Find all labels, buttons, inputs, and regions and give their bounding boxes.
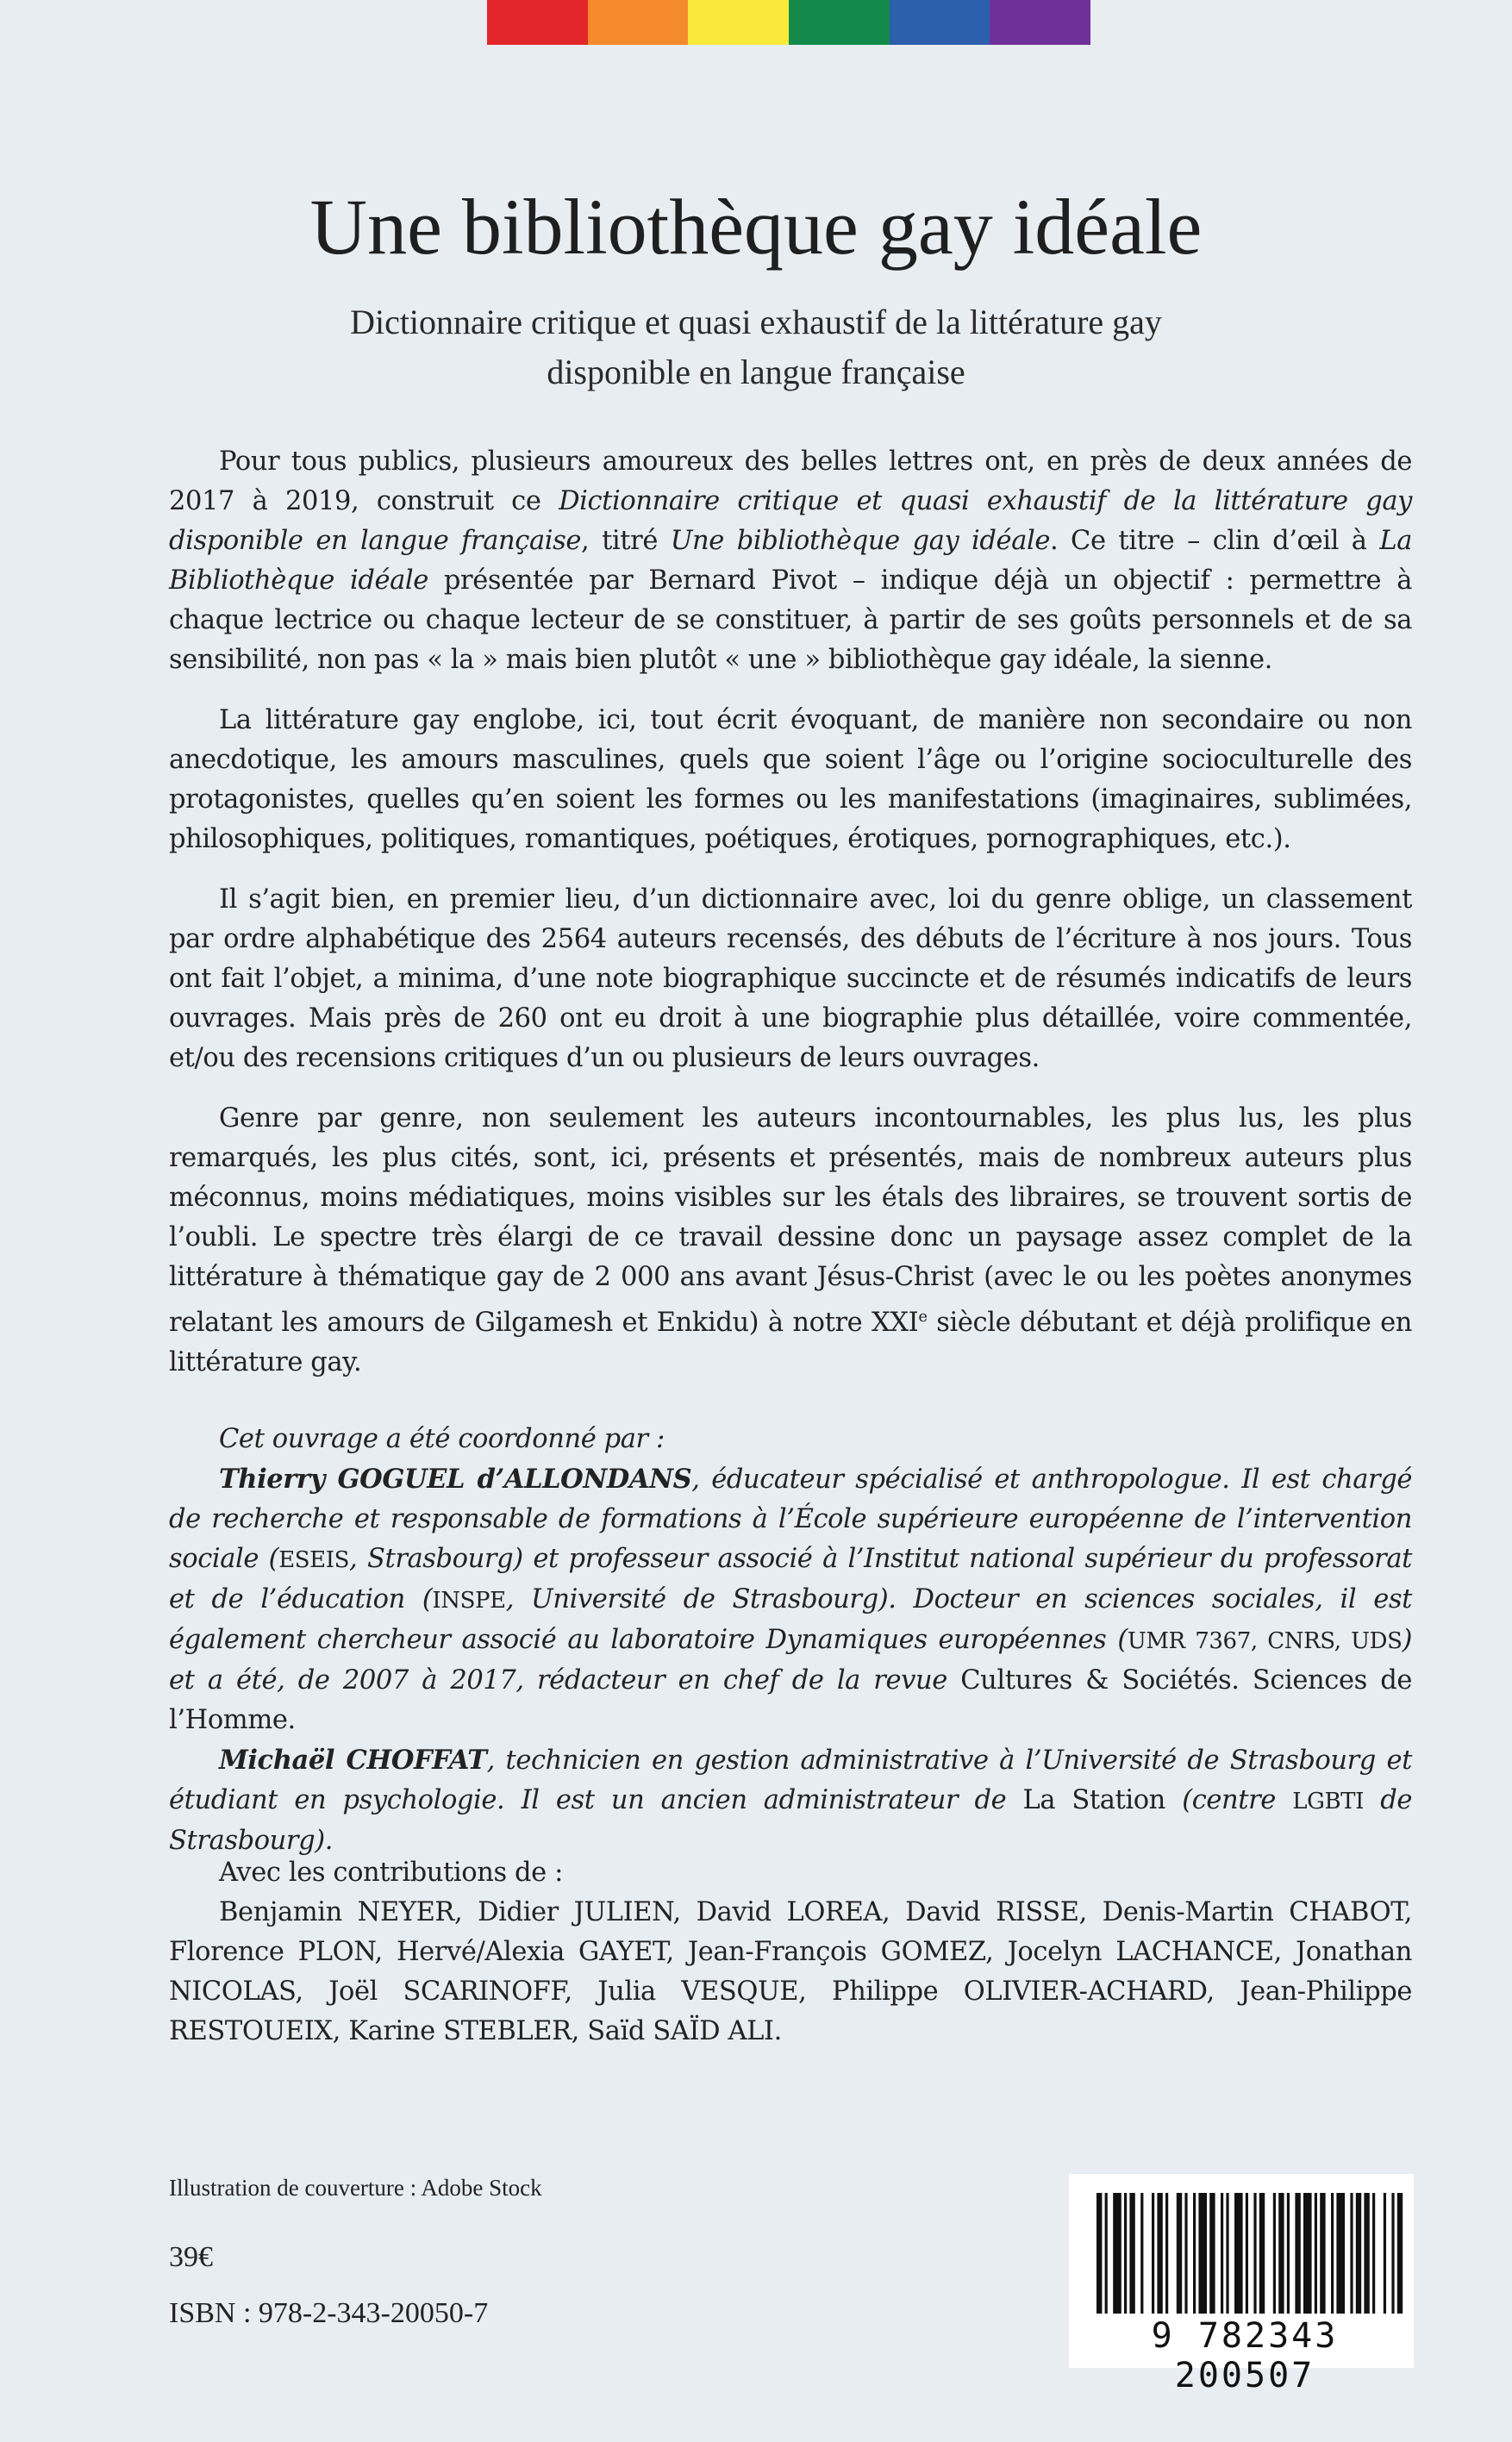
- coordinators-intro: Cet ouvrage a été coordonné par :: [219, 1424, 665, 1454]
- blurb-paragraph-1: Pour tous publics, plusieurs amoureux des belles lettres ont, en près de deux années de 2017 à 2019, construit ce Dictionnaire critique et quasi exhaustif de la littérature gay disponible en langue française, titré Une bibliothèque gay idéale. Ce titre – clin d’œil à La Bibliothèque idéale présentée par Bernard Pivot – indique déjà un objectif : permettre à chaque lectrice ou chaque lecteur de se constituer, à partir de ses goûts personnels et de sa sensibilité, non pas « la » mais bien plutôt « une » bibliothèque gay idéale, la sienne.: [169, 447, 1412, 675]
- isbn: ISBN : 978-2-343-20050-7: [169, 2297, 489, 2329]
- coordinator-2-name: Michaël CHOFFAT: [219, 1745, 487, 1776]
- contributors-intro: Avec les contributions de :: [219, 1858, 563, 1888]
- contributors-section: [169, 1853, 1412, 2052]
- flag-stripe-green: [789, 0, 890, 45]
- flag-stripe-red: [487, 0, 588, 45]
- flag-stripe-blue: [890, 0, 990, 45]
- flag-stripe-yellow: [688, 0, 789, 45]
- coordinators-section: [169, 1420, 1412, 1861]
- contributors-names: Benjamin NEYER, Didier JULIEN, David LOREA, David RISSE, Denis-Martin CHABOT, Florence PLON, Hervé/Alexia GAYET, Jean-François GOMEZ, Jocelyn LACHANCE, Jonathan NICOLAS, Joël SCARINOFF, Julia VESQUE, Philippe OLIVIER-ACHARD, Jean-Philippe RESTOUEIX, Karine STEBLER, Saïd SAÏD ALI.: [169, 1897, 1412, 2046]
- subtitle-line-1: Dictionnaire critique et quasi exhaustif de la littérature gay: [350, 303, 1162, 341]
- price: 39€: [169, 2241, 213, 2273]
- coordinator-2: Michaël CHOFFAT, technicien en gestion administrative à l’Université de Strasbourg et étudiant en psychologie. Il est un ancien administrateur de La Station (centre LGBTI de Strasbourg).: [169, 1745, 1412, 1856]
- blurb-paragraph-4: Genre par genre, non seulement les auteurs incontournables, les plus lus, les plus remarqués, les plus cités, sont, ici, présents et présentés, mais de nombreux auteurs plus méconnus, moins médiatiques, moins visibles sur les étals des libraires, se trouvent sortis de l’oubli. Le spectre très élargi de ce travail dessine donc un paysage assez complet de la littérature à thématique gay de 2 000 ans avant Jésus-Christ (avec le ou les poètes anonymes relatant les amours de Gilgamesh et Enkidu) à notre XXIe siècle débutant et déjà prolifique en littérature gay.: [169, 1103, 1412, 1378]
- book-subtitle: [216, 297, 1296, 397]
- barcode: [1069, 2174, 1414, 2395]
- flag-stripe-orange: [588, 0, 689, 45]
- coordinator-1: Thierry GOGUEL d’ALLONDANS, éducateur spécialisé et anthropologue. Il est chargé de recherche et responsable de formations à l’École supérieure européenne de l’intervention sociale (ESEIS, Strasbourg) et professeur associé à l’Institut national supérieur du professorat et de l’éducation (INSPE, Université de Strasbourg). Docteur en sciences sociales, il est également chercheur associé au laboratoire Dynamiques européennes (UMR 7367, CNRS, UDS) et a été, de 2007 à 2017, rédacteur en chef de la revue Cultures & Sociétés. Sciences de l’Homme.: [169, 1464, 1412, 1735]
- subtitle-line-2: disponible en langue française: [547, 353, 965, 391]
- barcode-digits: 9 782343 200507: [1151, 2316, 1339, 2395]
- blurb-paragraph-3: Il s’agit bien, en premier lieu, d’un dictionnaire avec, loi du genre oblige, un classement par ordre alphabétique des 2564 auteurs recensés, des débuts de l’écriture à nos jours. Tous ont fait l’objet, a minima, d’une note biographique succincte et de résumés indicatifs de leurs ouvrages. Mais près de 260 ont eu droit à une biographie plus détaillée, voire commentée, et/ou des recensions critiques d’un ou plusieurs de leurs ouvrages.: [169, 884, 1412, 1073]
- rainbow-flag-bar: [487, 0, 1090, 45]
- flag-stripe-purple: [990, 0, 1090, 45]
- blurb: [169, 442, 1412, 1403]
- book-title: Une bibliothèque gay idéale: [309, 183, 1203, 271]
- coordinator-1-name: Thierry GOGUEL d’ALLONDANS: [219, 1464, 692, 1495]
- cover-illustration-credit: Illustration de couverture : Adobe Stock: [169, 2175, 542, 2201]
- blurb-paragraph-2: La littérature gay englobe, ici, tout écrit évoquant, de manière non secondaire ou non anecdotique, les amours masculines, quels que soient l’âge ou l’origine socioculturelle des protagonistes, quelles qu’en soient les formes ou les manifestations (imaginaires, sublimées, philosophiques, politiques, romantiques, poétiques, érotiques, pornographiques, etc.).: [169, 705, 1412, 854]
